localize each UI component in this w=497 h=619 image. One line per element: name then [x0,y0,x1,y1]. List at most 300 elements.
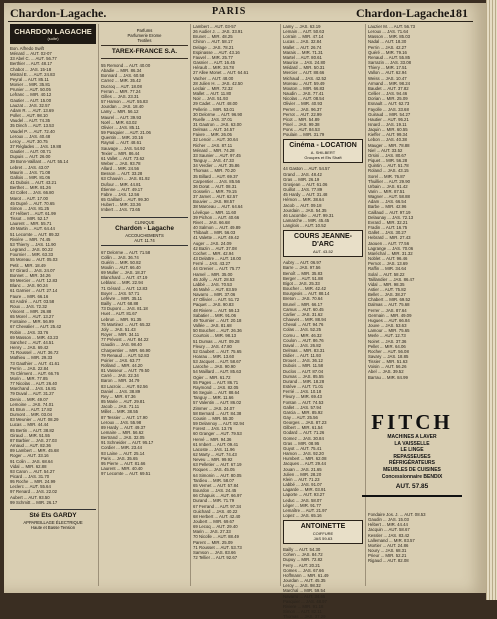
directory-entry: Rigaud ... AUT. 82.08 [368,558,409,564]
directory-entry: 47 Ollivier ... AUT. 51.72 [193,297,240,303]
directory-entry: 65 Gaillard ... AUT. 99.30 [101,197,149,203]
directory-entry: Pernot ... JAS. 13.69 [368,261,408,267]
directory-entry: Bourgeois ... AUT. 88.14 [283,291,330,297]
directory-entry: Rolland ... MIR. 44.20 [101,362,143,368]
directory-entry: Morin ... MIR. 77.85 [10,376,48,381]
directory-entry: Ménard ... MIR. 74.28 [193,147,235,153]
directory-entry: Cellier ... JAS. 94.46 [368,91,408,97]
directory-entry: Isnard ... JAS. 19.11 [368,121,407,127]
directory-entry: 53 Jacquet ... AUT. 58.67 [193,359,242,365]
directory-entry: 52 Gaubert ... AUT. 75.65 [193,348,242,354]
directory-entry: Dupuy ... MIR. 72.82 [283,557,323,563]
directory-entry: Thiery ... MIR. 17.51 [368,65,407,71]
directory-entry: 91 Schneider ... AUT. 95.17 [101,440,154,446]
directory-entry: 59 Mercier ... AUT. 12.83 [10,278,58,284]
directory-entry: Michaud ... JAS. 42.52 [283,75,327,81]
directory-entry: Gras ... MIR. 26.19 [283,176,320,182]
directory-entry: Hamon ... JAS. 92.20 [283,451,324,457]
directory-entry: Leblanc ... MIR. 22.94 [101,280,144,286]
directory-entry: 35 Dinch ... AUT. 13.53 [10,123,54,129]
directory-entry: Drouet ... JAS. 36.12 [283,358,323,364]
directory-entry: Thuillier ... AUT. 29.90 [368,178,411,184]
directory-entry: Tissot ... MIR. 52.17 [10,216,49,222]
directory-entry: 93 Laine ... AUT. 25.14 [101,450,145,456]
directory-entry: 43 Delattre ... AUT. 18.00 [193,256,242,262]
column-divider [365,24,366,586]
directory-entry: Pellet ... MIR. 64.06 [368,343,406,349]
directory-entry: 49 Martin ... AUT. 64.44 [10,226,55,232]
directory-entry: 42 Bazin ... AUT. 37.08 [193,245,237,251]
directory-entry: Nicolas ... AUT. 08.54 [283,96,325,102]
directory-entry: Gautier ... AUT. 15.00 [10,97,52,103]
listing-group [283,166,363,228]
directory-entry: 61 Imbert ... AUT. 09.41 [193,441,239,447]
directory-entry: Grand ... JAS. 48.42 [283,171,322,177]
directory-entry: Dumont ... MIR. 03.04 [10,412,53,418]
fitch-phone: AUT. 57.85 [395,483,429,491]
directory-entry: 30 Delorme ... AUT. 96.90 [193,111,243,117]
directory-entry: 55 Moreau ... AUT. 05.03 [10,257,58,263]
directory-entry: Jouve ... JAS. 53.63 [368,323,407,329]
directory-entry: Gomes ... JAS. 67.66 [283,567,324,573]
directory-entry: 57 Hamon ... AUT. 55.83 [101,99,148,105]
listing-group [101,63,188,213]
directory-entry: Bigot ... JAS. 25.33 [283,280,320,286]
directory-entry: Delmas ... MIR. 83.31 [283,347,325,353]
directory-entry: Guyot ... AUT. 75.41 [283,445,322,451]
directory-entry: 85 Marie ... AUT. 29.81 [101,399,145,405]
directory-entry: Wagner ... AUT. 58.88 [368,194,410,200]
directory-entry: Jaouen ... AUT. 77.56 [368,240,410,246]
directory-entry: Lopez ... JAS. 65.16 [283,512,322,518]
directory-entry: Vaudel ... AUT. 74.35 [10,118,51,124]
directory-entry: Estève ... AUT. 71.01 [283,384,324,390]
directory-entry: Garcia ... MIR. 85.92 [283,409,323,415]
directory-entry: Barrau ... MIR. 84.99 [368,374,408,380]
directory-entry: Cornu ... MIR. 46.32 [283,332,322,338]
directory-entry: Mouton ... MIR. 66.83 [283,85,325,91]
directory-entry: 29 Cadet ... AUT. 48.00 [193,101,238,107]
directory-entry: Courtois ... MIR. 98.13 [193,333,236,339]
fitch-title: FITCH [371,410,453,434]
directory-entry: Picard ... JAS. 31.70 [10,473,50,479]
directory-entry: Richer ... JAS. 87.11 [193,142,233,148]
directory-entry: Chabot ... JAS. 15-18 [10,66,52,72]
directory-entry: Barbe ... MIR. 42.96 [368,204,407,210]
directory-entry: 53 Thierry ... JAS. 11.90 [10,241,56,247]
directory-entry: 59 Delannoy ... AUT. 82.94 [193,421,245,427]
directory-entry: 39 Bonn-Vaillant ... AUT. 55.14 [10,159,69,165]
directory-entry: 57 Valentin ... AUT. 86.02 [193,400,242,406]
directory-entry: 55 Remond ... AUT. 40.00 [101,63,151,68]
directory-entry: 60 Granger ... AUT. 79.53 [193,431,242,437]
header-rule [8,21,473,22]
directory-entry: Huet ... AUT. 81.67 [101,311,138,317]
directory-entry: Guichard ... JAS. 40.22 [193,508,238,514]
directory-entry: Faivre ... MIR. 26.05 [193,132,232,138]
directory-entry: Sarrazin ... JAS. 33.08 [368,60,411,66]
directory-entry: Sorel ... MIR. 76.87 [368,173,406,179]
directory-entry: Robin ... JAS. 33.76 [10,329,49,335]
directory-entry: 99 Schmitt ... MIR. 26.17 [10,499,58,505]
directory-entry: Brunel ... MIR. 66.17 [283,301,323,307]
directory-entry: Delaunay ... JAS. 72.13 [368,214,414,220]
directory-entry: Renaud ... AUT. 55.85 [368,54,411,60]
directory-entry: Rivière ... MIR. 74.45 [10,236,51,242]
directory-entry: 66 Chapuis ... AUT. 66.97 [193,493,242,499]
directory-entry: Noiret ... JAS. 37.36 [368,338,407,344]
directory-entry: Simon ... JAS. 81.25 [10,205,50,211]
directory-entry: Jacob ... AUT. 09.18 [283,202,322,208]
directory-entry: Hautier ... AUT. 95.21 [368,116,409,122]
directory-entry: Boucher ... MIR. 42.42 [283,286,326,292]
directory-entry: 65 Morel ... AUT. 13.27 [10,314,54,320]
directory-entry: Langlois ... AUT. 10.52 [283,223,326,229]
directory-entry: Aubry ... AUT. 06.97 [283,260,322,266]
directory-entry: Dorian ... MIR. 25.09 [368,96,408,102]
directory-entry: Roux ... JAS. 72.32 [10,303,48,309]
directory-entry: Durand ... MIR. 18.28 [283,378,325,384]
directory-entry: Rocher ... AUT. 56.08 [368,348,409,354]
directory-entry: Fleury ... JAS. 47.80 [193,343,232,349]
listing-group [10,46,96,159]
directory-entry: Prieur ... MIR. 52.21 [368,553,407,559]
directory-entry: Lefranc ... MIR. 40.12 [10,92,52,98]
directory-entry: Gilbert ... MIR. 61.54 [283,425,323,431]
directory-entry: 50 Bouchet ... AUT. 26.36 [193,328,242,334]
directory-entry: Baudet ... AUT. 37.82 [368,85,409,91]
directory-entry: 71 Rousset ... AUT. 53.73 [193,544,242,550]
directory-entry: Leclerc ... AUT. 55.64 [10,484,51,490]
directory-entry: Breton ... JAS. 70.64 [283,296,323,302]
directory-entry: Moreau ... AUT. 59.49 [283,80,325,86]
directory-entry: Weiss ... JAS. 10.47 [368,75,407,81]
directory-entry: Gallois ... MIR. 81.06 [10,174,51,180]
directory-entry: Olivier ... JAS. 85.11 [101,124,140,130]
directory-entry: Roland ... JAS. 43.15 [368,168,409,174]
directory-entry: Leroy ... AUT. 30.75 [10,138,48,144]
directory-entry: 31 Gautron ... JAS. 63.00 [193,121,242,127]
directory-entry: 95 Roche ... MIR. 24.99 [10,479,56,485]
directory-entry: Auger ... JAS. 24.09 [193,240,232,246]
directory-entry: Étienne ... AUT. 49.17 [101,186,143,192]
directory-entry: Vincent ... MIR. 26.88 [10,308,52,314]
directory-entry: Daval ... JAS. 26.82 [283,342,321,348]
listing-group [368,512,464,564]
directory-entry: Colas ... JAS. 52.25 [283,327,321,333]
directory-entry: Fauvel ... MIR. 25.77 [193,54,233,60]
directory-entry: 93 Caron ... AUT. 54.27 [10,468,55,474]
directory-entry: Abadie ... MIR. 86.34 [101,68,142,74]
directory-entry: Rivet ... JAS. 66.68 [193,219,230,225]
directory-entry: Lebrun ... MIR. 91.35 [101,316,142,322]
directory-entry: Germain ... MIR. 49.09 [368,312,412,318]
directory-entry: Orsini ... JAS. 80.67 [368,152,407,158]
directory-entry: Gay ... AUT. 25.56 [283,415,318,420]
directory-entry: Esnault ... AUT. 62.73 [368,101,410,107]
directory-entry: Hébert ... MIR. 44.44 [368,522,408,528]
directory-entry: Perrin ... JAS. 42.27 [368,44,407,50]
directory-entry: 95 Pierre ... AUT. 81.66 [101,460,146,466]
directory-entry: 54 Maillard ... AUT. 85.63 [193,369,242,375]
directory-entry: Gomez ... JAS. 30.84 [283,435,324,441]
directory-entry: Allard ... MIR. 24.56 [101,166,139,172]
directory-entry: 45 Jolly ... AUT. 28.53 [193,276,235,282]
directory-entry: Ménard ... AUT. 02-07 [10,51,52,57]
directory-entry: Mauger ... MIR. 78.88 [368,142,410,148]
column-divider [190,24,191,586]
directory-entry: Leroux ... JAS. 71.64 [368,29,409,35]
directory-entry: Lallemand ... MIR. 83.57 [368,537,415,543]
directory-entry: Pollet ... AUT. 98.10 [10,113,48,119]
directory-entry: 28 Julien H. ... JAS. 42.50 [193,80,243,86]
directory-entry: Berger ... AUT. 51.88 [283,275,323,281]
directory-entry: 97 Lecomte ... AUT. 69.51 [101,471,151,477]
directory-entry: 79 Duval ... AUT. 31.27 [10,391,54,397]
directory-entry: 58 Bernard ... AUT. 84.38 [193,410,242,416]
directory-entry: Pons ... AUT. 84.53 [283,127,320,133]
directory-entry: Espinasse ... AUT. 43.16 [193,49,240,55]
directory-entry: 64 Simonin ... AUT. 80.05 [193,472,242,478]
directory-entry: Gaudin ... JAS. 98.40 [101,342,142,348]
directory-entry: Gautier ... AUT. 00.71 [10,149,52,155]
directory-entry: Berthier ... AUT. 48.17 [10,61,53,67]
directory-entry: Quentin ... MIR. 20.16 [101,135,144,141]
directory-entry: Carrez ... MIR. 35.42 [101,78,141,84]
directory-entry: Lévêque ... MIR. 11.60 [193,209,237,215]
directory-entry: 37 Jamet ... AUT. 62.57 [193,194,238,200]
page-number: 181 [450,6,468,20]
directory-entry: Jacques ... AUT. 29.44 [283,461,326,467]
listing-group [101,250,188,477]
directory-entry: Fontan ... AUT. 74.53 [283,399,324,405]
directory-entry: Denis ... MIR. 49.07 [10,396,48,402]
directory-entry: Carré ... JAS. 22.34 [101,373,139,379]
directory-entry: Blanchard ... AUT. 47.19 [101,275,148,281]
directory-entry: Coulon ... AUT. 86.76 [283,337,324,343]
directory-entry: Vallée ... JAS. 81.68 [193,323,232,329]
directory-entry: Laurent ... MIR. 55.71 [10,221,52,227]
directory-entry: 44 Gaston ... AUT. 54.57 [283,166,330,172]
directory-entry: Dubois ... MIR. 11.58 [283,363,324,369]
directory-entry: Fleury ... MIR. 69.43 [283,394,322,400]
directory-entry: Navarro ... MIR. 37.06 [193,292,236,298]
directory-entry: Camus ... AUT. 60.45 [283,306,324,312]
directory-entry: Armand ... MIR. 98.24 [368,80,411,86]
directory-entry: 61 Vallet ... AUT. 73.62 [101,155,145,161]
directory-entry: 91 Colin ... JAS. 68.64 [10,458,53,464]
directory-entry: Berthet ... MIR. 81.26 [10,185,51,191]
directory-entry: Sabatier ... MIR. 91.06 [193,312,236,318]
directory-entry: Hubert ... MIR. 33.36 [101,202,141,208]
listing-group [283,24,363,137]
directory-entry: Carpentier ... JAS. 85.56 [193,178,241,184]
directory-entry: Klein ... AUT. 71.23 [283,476,320,482]
directory-entry: Forest ... JAS. 13.76 [193,426,233,432]
directory-entry: Zimmer ... JAS. 24.07 [193,405,235,411]
directory-entry: Raymond ... JAS. 82.05 [193,384,239,390]
directory-entry: Carlier ... JAS. 31.62 [283,311,323,317]
directory-entry: Solal ... AUT. 58.22 [368,271,405,277]
directory-entry: Maurel ... AUT. 39.93 [101,114,142,120]
directory-entry: 38 Marceau ... AUT. 64.64 [193,204,243,210]
directory-entry: Lebret ... JAS. 43.07 [10,164,50,170]
directory-entry: Millet ... MIR. 38.55 [101,409,139,415]
directory-entry: Faure ... MIR. 66.16 [10,293,49,299]
directory-entry: Laurent ... MIR. 40.40 [101,466,143,472]
directory-entry: Cochet ... MIR. 42.94 [193,250,234,256]
directory-entry: Duclos ... AUT. 87.04 [283,368,324,374]
directory-entry: Chiron ... AUT. 58.17 [193,39,233,45]
directory-entry: Adam R. ... AUT. 13.69 [10,107,54,113]
directory-entry: 39 Pichon ... AUT. 40.66 [193,214,240,220]
directory-entry: 43 Collet ... JAS. 66.80 [10,190,54,196]
directory-entry: Perret ... JAS. 96.37 [283,106,322,112]
directory-entry: Thomas ... MIR. 70.20 [193,168,236,174]
listing-group [283,547,363,619]
directory-entry: Neveu ... MIR. 99.92 [193,457,233,463]
directory-entry: Poirier ... JAS. 63.77 [101,357,141,363]
directory-entry: Bertrand ... JAS. 32.05 [101,435,145,441]
directory-entry: Ruelle ... JAS. 37.01 [193,116,233,122]
directory-entry: Tanguy ... JAS. 47.33 [193,158,234,164]
directory-entry: 73 Dupont ... JAS. 81.18 [101,306,148,312]
directory-entry: Raynal ... AUT. 48.61 [101,140,142,146]
directory-entry: Hervé ... MIR. 94.36 [193,436,232,442]
directory-entry: 63 Pelletier ... AUT. 67.19 [193,462,242,468]
directory-entry: 67 Delorme ... AUT. 71.58 [101,249,151,255]
directory-entry: Delmas ... AUT. 34.57 [193,127,235,133]
directory-entry: Marchal ... MIR. 59.54 [283,588,326,594]
directory-entry: Peyral ... AUT. 85.11 [10,76,49,82]
directory-entry: Lamy ... JAS. 63.19 [283,24,321,29]
directory-entry: Tanguy ... MIR. 11.66 [193,395,234,401]
running-head-right: Chardon-Lagache. [356,6,453,20]
directory-entry: Caillaud ... AUT. 97.19 [368,209,411,215]
directory-entry: Fournier ... MIR. 63.33 [10,252,53,258]
directory-entry: Prunier ... AUT. 50.05 [10,87,51,93]
directory-entry: Fabre ... JAS. 12.56 [101,191,140,197]
tarex-ad: Parfums Parfumerie Erome Textiles TAREX-FRANCE S.A. [101,28,188,59]
directory-entry: Lemaître ... AUT. 21.97 [283,507,327,513]
column-2 [101,24,188,590]
directory-entry: 71 Gérard ... AUT. 12.83 [101,285,148,291]
directory-entry: Bailly ... AUT. 68.88 [101,301,139,307]
directory-entry: Collin ... JAS. 36.74 [101,254,139,260]
directory-entry: 45 Hardy ... AUT. 31.48 [283,192,328,198]
directory-entry: Lucas ... JAS. 32.84 [283,39,322,45]
directory-entry: 36 Dorat ... AUT. 08.31 [193,183,237,189]
clinique-ad: CLINIQUE Chardon - Lagache ACCOUCHEMENTS AUT. 11.74 [101,217,188,246]
directory-entry: Guiraud ... MIR. 54.27 [368,111,411,117]
directory-entry: 51 Lecomte ... AUT. 89.32 [10,231,60,237]
directory-entry: Lamy ... MIR. 56.12 [101,109,139,115]
directory-entry: Ferrer ... JAS. 87.64 [368,307,407,313]
directory-entry: Lamarche ... MIR. 45.45 [283,218,330,223]
directory-entry: Roger ... AUT. 33.16 [10,453,49,459]
directory-entry: 79 Renaud ... AUT. 52.83 [101,352,150,358]
directory-entry: Cousin ... MIR. 55.30 [193,415,234,421]
directory-entry: Mathieu ... MIR. 29.33 [10,355,53,361]
directory-entry: Mistral E. ... AUT. 24.83 [10,71,55,77]
directory-entry: Henry ... JAS. 69.42 [10,345,49,351]
directory-entry: 33 Saunier ... AUT. 97.45 [193,152,241,158]
directory-entry: 57 Girard ... JAS. 24.07 [10,267,55,273]
directory-entry: 81 Brun ... AUT. 17.82 [10,406,53,412]
directory-entry: Lamour ... MIR. 75.65 [368,328,410,334]
directory-entry: Noël ... MIR. 63.02 [101,119,137,125]
directory-entry: Leroux ... JAS. 40.48 [10,133,51,139]
directory-entry: Bonnard ... JAS. 60.58 [101,73,145,79]
directory-entry: Dumas ... JAS. 85.55 [283,373,324,379]
directory-entry: Maréchal ... MIR. 31.32 [368,250,413,256]
directory-entry: 97 Renard ... JAS. 22.02 [10,489,58,495]
directory-entry: Godard ... AUT. 71.26 [283,430,325,436]
directory-entry: Cordier ... MIR. 23.44 [101,445,143,451]
directory-entry: 69 Muller ... JAS. 18.37 [101,270,146,276]
directory-entry: Lebon ... JAS. 40.38 [368,137,407,143]
directory-entry: 34 Verdier ... AUT. 35.86 [193,163,240,169]
directory-entry: Marin ... JAS. 27.33 [193,529,231,535]
directory-entry: Mallet ... AUT. 26.74 [283,44,322,50]
running-head-left: Chardon-Lagache. [10,6,107,20]
directory-entry: Cheval ... AUT. 94.76 [283,322,324,328]
directory-entry: 49 Tournier ... AUT. 20.18 [193,317,242,323]
directory-entry: Ferran ... MIR. 77.24 [101,88,141,94]
directory-entry: Vidal ... MIR. 98.35 [368,281,405,287]
directory-entry: Adam ... JAS. 66.54 [368,199,407,205]
directory-entry: Lorrain ... MIR. 47.14 [283,34,324,40]
chardon-lagache-heading: CHARDON LAGACHE (suite) [10,24,96,44]
directory-entry: Blanc ... JAS. 90.24 [10,283,48,289]
directory-entry: 89 Lambert ... MIR. 45.68 [10,448,59,454]
cinema-location-ad: Cinéma - LOCATION A. SHILBERT Groupes et Ets Shaft [283,139,363,163]
directory-entry: Imbert ... JAS. 73.65 [101,207,141,213]
directory-entry: Tissier ... MIR. 51.63 [368,359,408,365]
directory-entry: 27 Allee Monet ... AUT. 64.61 [193,70,249,76]
directory-entry: 71 Roussel ... AUT. 36.72 [10,350,59,356]
directory-entry: Parent ... MIR. 25.09 [193,539,233,545]
directory-entry: 77 Prévost ... AUT. 84.22 [101,337,149,343]
directory-entry: Bourdon ... JAS. 24.45 [193,488,237,494]
directory-entry: Joly ... JAS. 51.43 [101,326,136,332]
directory-entry: Joubert ... MIR. 69.67 [193,519,235,524]
directory-entry: Hebrard ... MIR. 27.43 [368,235,411,241]
directory-entry: Chabert ... MIR. 69.52 [368,297,411,303]
directory-entry: Thibault ... MIR. 56.03 [193,230,236,236]
directory-entry: 61 Garnier ... AUT. 27.14 [10,288,58,294]
directory-entry: Raffin ... MIR. 34.64 [368,266,407,272]
directory-entry: 67 Chevalier ... AUT. 25.42 [10,324,62,330]
directory-entry: Didier ... AUT. 11.93 [283,353,321,359]
directory-entry: Noblet ... AUT. 96.46 [368,256,408,262]
directory-entry: Durand ... MIR. 71.79 [193,498,235,504]
directory-entry: 89 Hardy ... AUT. 49.37 [101,424,146,430]
directory-entry: Laporte ... AUT. 93.27 [283,492,325,498]
directory-entry: Guérin ... MIR. 50.82 [101,259,141,265]
directory-entry: Nadal ... AUT. 18.30 [368,39,407,45]
directory-entry: Abel ... JAS. 39.52 [368,369,404,375]
directory-entry: 75 Clément ... AUT. 66.76 [10,370,59,376]
directory-entry: Bailly ... AUT. 54.30 [283,547,321,553]
directory-entry: 26 Audier J. ... JAS. 33.91 [193,29,243,35]
directory-entry: Weber ... JAS. 93.78 [101,160,141,166]
directory-entry: Jacob ... JAS. 71.11 [101,404,140,410]
column-5-bottom [368,512,464,582]
directory-entry: Leclair ... MIR. 72.32 [193,85,233,91]
directory-entry: Urbain ... JAS. 61.42 [368,183,408,189]
listing-group [368,24,464,380]
